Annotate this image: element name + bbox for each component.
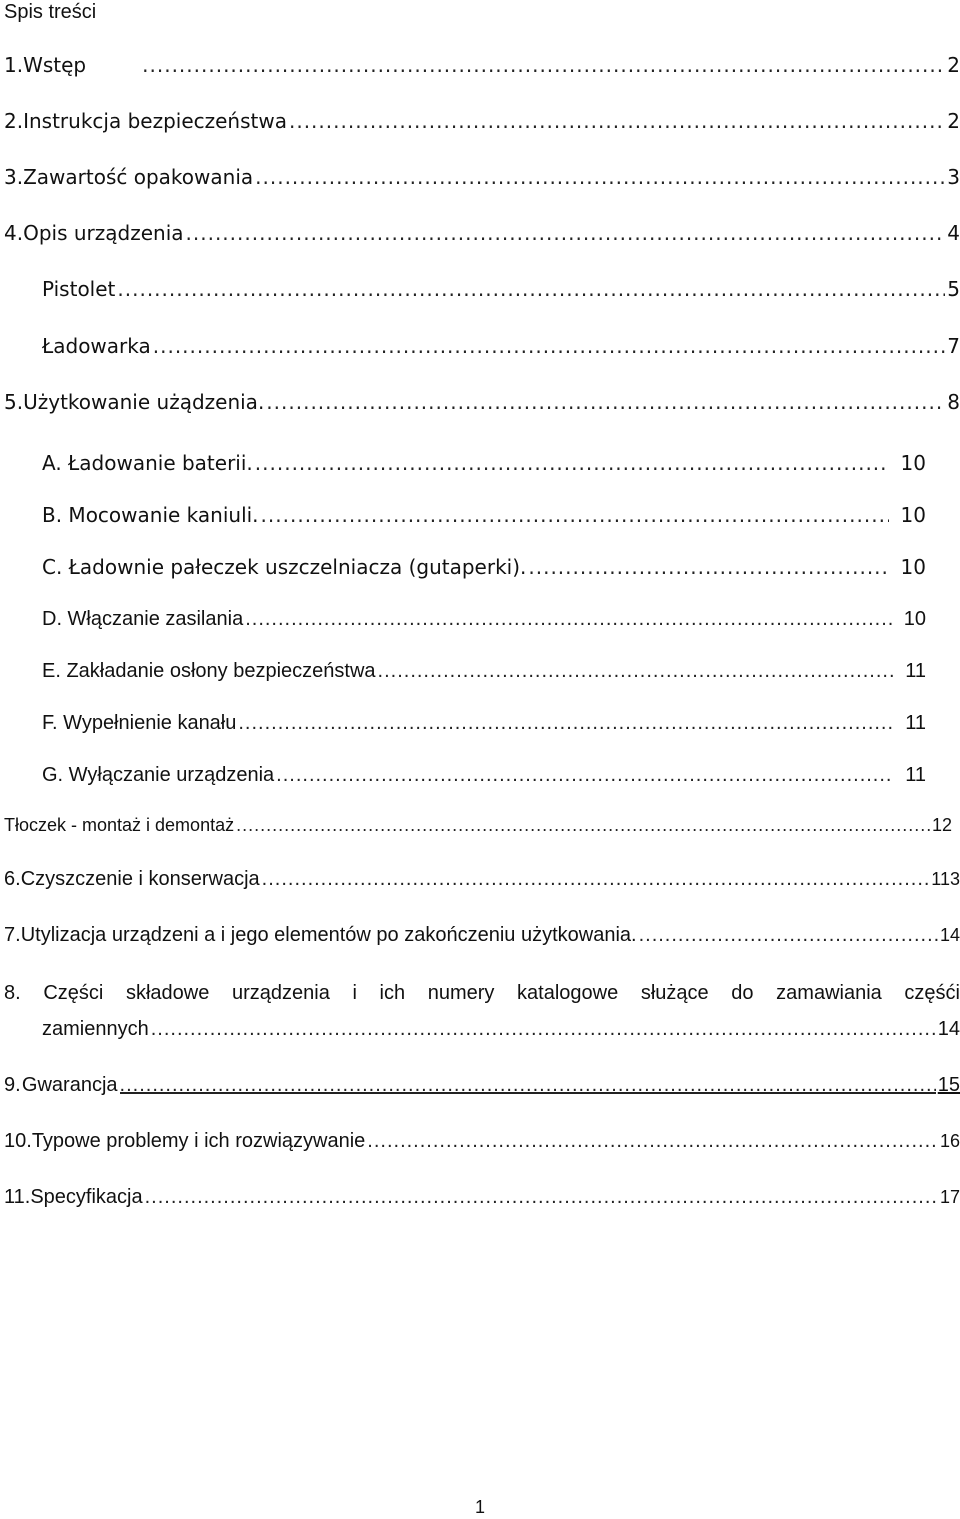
dot-leader <box>276 762 893 788</box>
dot-leader <box>378 658 894 684</box>
toc-entry-page: 17 <box>939 1187 960 1207</box>
toc-entry[interactable] <box>4 389 960 415</box>
toc-entry[interactable] <box>4 1072 960 1098</box>
dot-leader <box>236 812 930 838</box>
toc-entry[interactable] <box>42 554 926 580</box>
toc-entry[interactable] <box>4 866 960 892</box>
toc-word: zamawiania <box>776 982 882 1004</box>
toc-entry[interactable] <box>42 502 926 528</box>
toc-entry-title: A. Ładowanie baterii. <box>42 451 253 475</box>
toc-entry-title: Czyszczenie i konserwacja <box>20 868 260 890</box>
toc-word: i <box>352 982 357 1004</box>
toc-entry-number: 2. <box>4 109 24 133</box>
toc-entry-number: 10. <box>4 1130 32 1152</box>
toc-entry-page: 5 <box>947 277 960 301</box>
toc-entry-page: 14 <box>939 925 960 945</box>
page-number: 1 <box>474 1497 485 1517</box>
toc-entry-page: 2 <box>947 53 960 77</box>
toc-entry-title: zamiennych <box>42 1018 149 1040</box>
toc-entry-page: 11 <box>905 712 926 734</box>
toc-word: urządzenia <box>231 982 330 1004</box>
toc-word: składowe <box>125 982 210 1004</box>
toc-entry[interactable] <box>42 606 926 632</box>
dot-leader <box>528 554 888 580</box>
dot-leader <box>255 164 945 190</box>
toc-entry-page: 4 <box>947 221 960 245</box>
dot-leader <box>245 606 892 632</box>
toc-entry-title: Użytkowanie użądzenia. <box>23 390 265 414</box>
toc-entry-title: D. Włączanie zasilania <box>42 608 244 630</box>
toc-entry[interactable] <box>4 980 960 1040</box>
dot-leader <box>238 710 893 736</box>
toc-entry-title: B. Mocowanie kaniuli. <box>42 503 259 527</box>
toc-entry-title-line1 <box>4 980 960 1006</box>
toc-word: katalogowe <box>517 982 619 1004</box>
toc-entry[interactable] <box>4 922 960 948</box>
toc-entry-number: 8. <box>4 982 21 1004</box>
toc-entry-page: 12 <box>931 815 952 835</box>
dot-leader <box>261 502 889 528</box>
toc-entry-title: Typowe problemy i ich rozwiązywanie <box>31 1130 366 1152</box>
toc-word: do <box>731 982 754 1004</box>
toc-entry-title: C. Ładownie pałeczek uszczelniacza (gutaperki). <box>42 555 527 579</box>
dot-leader <box>186 220 946 246</box>
toc-entry-number: 9. <box>4 1074 21 1096</box>
toc-entry-page: 7 <box>947 334 960 358</box>
toc-entry[interactable] <box>42 276 960 302</box>
toc-entry-page: 10 <box>903 608 926 630</box>
toc-entry-title: Zawartość opakowania <box>23 165 254 189</box>
toc-entry-title: Gwarancja <box>21 1074 118 1096</box>
toc-entry-title: G. Wyłączanie urządzenia <box>42 764 275 786</box>
toc-entry-page: 16 <box>939 1131 960 1151</box>
toc-word: numery <box>427 982 495 1004</box>
toc-entry[interactable] <box>42 450 926 476</box>
toc-word: Części <box>43 982 104 1004</box>
dot-leader <box>262 866 930 892</box>
dot-leader <box>145 1184 938 1210</box>
toc-entry-page: 10 <box>900 503 926 527</box>
dot-leader <box>151 1016 936 1042</box>
toc-entry[interactable] <box>4 164 960 190</box>
toc-entry-number: 11. <box>4 1186 31 1208</box>
toc-entry-title: Pistolet <box>42 277 116 301</box>
toc-entry-page: 8 <box>947 390 960 414</box>
toc-entry-title-line2 <box>42 1016 960 1042</box>
toc-entry[interactable] <box>42 710 926 736</box>
toc-entry-number: 7. <box>4 924 21 946</box>
toc-entry-page: 10 <box>900 555 926 579</box>
toc-entry-title: Tłoczek - montaż i demontaż <box>4 815 235 835</box>
toc-entry-page: 11 <box>905 764 926 786</box>
toc-entry-title: F. Wypełnienie kanału <box>42 712 237 734</box>
toc-entry-title: Ładowarka <box>42 334 151 358</box>
toc-entry-page: 10 <box>900 451 926 475</box>
toc-entry[interactable] <box>42 333 960 359</box>
dot-leader <box>266 389 945 415</box>
toc-entry[interactable] <box>4 1128 960 1154</box>
toc-entry-page: 113 <box>931 869 960 889</box>
toc-entry-page: 14 <box>937 1018 960 1040</box>
dot-leader <box>120 1072 936 1098</box>
toc-entry-number: 1. <box>4 53 24 77</box>
toc-entry-page: 2 <box>947 109 960 133</box>
toc-entry-number: 5. <box>4 390 24 414</box>
toc-entry-number: 4. <box>4 221 24 245</box>
toc-entry-title: Wstęp <box>23 53 87 77</box>
dot-leader <box>289 108 945 134</box>
toc-entry[interactable] <box>4 1184 960 1210</box>
toc-entry[interactable] <box>4 52 960 78</box>
dot-leader <box>367 1128 938 1154</box>
toc-entry[interactable] <box>42 658 926 684</box>
toc-entry-title: Specyfikacja <box>30 1186 143 1208</box>
dot-leader <box>255 450 889 476</box>
toc-heading: Spis treści <box>4 1 97 23</box>
toc-entry-title: Opis urządzenia <box>23 221 184 245</box>
toc-entry-title: Utylizacja urządzeni a i jego elementów po zakończeniu użytkowania. <box>20 924 637 946</box>
toc-word: częśći <box>904 982 960 1004</box>
toc-entry-title: E. Zakładanie osłony bezpieczeństwa <box>42 660 376 682</box>
toc-word: ich <box>379 982 406 1004</box>
toc-entry[interactable] <box>4 812 952 838</box>
toc-word: służące <box>640 982 709 1004</box>
toc-entry-title: Instrukcja bezpieczeństwa <box>23 109 287 133</box>
toc-entry[interactable] <box>42 762 926 788</box>
toc-entry-page: 3 <box>947 165 960 189</box>
toc-entry-number: 3. <box>4 165 24 189</box>
dot-leader <box>153 333 946 359</box>
dot-leader <box>142 52 945 78</box>
toc-entry-page: 15 <box>937 1074 960 1096</box>
toc-entry[interactable] <box>4 108 960 134</box>
dot-leader <box>639 922 938 948</box>
toc-entry[interactable] <box>4 220 960 246</box>
dot-leader <box>117 276 945 302</box>
toc-entry-page: 11 <box>905 660 926 682</box>
toc-entry-number: 6. <box>4 868 21 890</box>
